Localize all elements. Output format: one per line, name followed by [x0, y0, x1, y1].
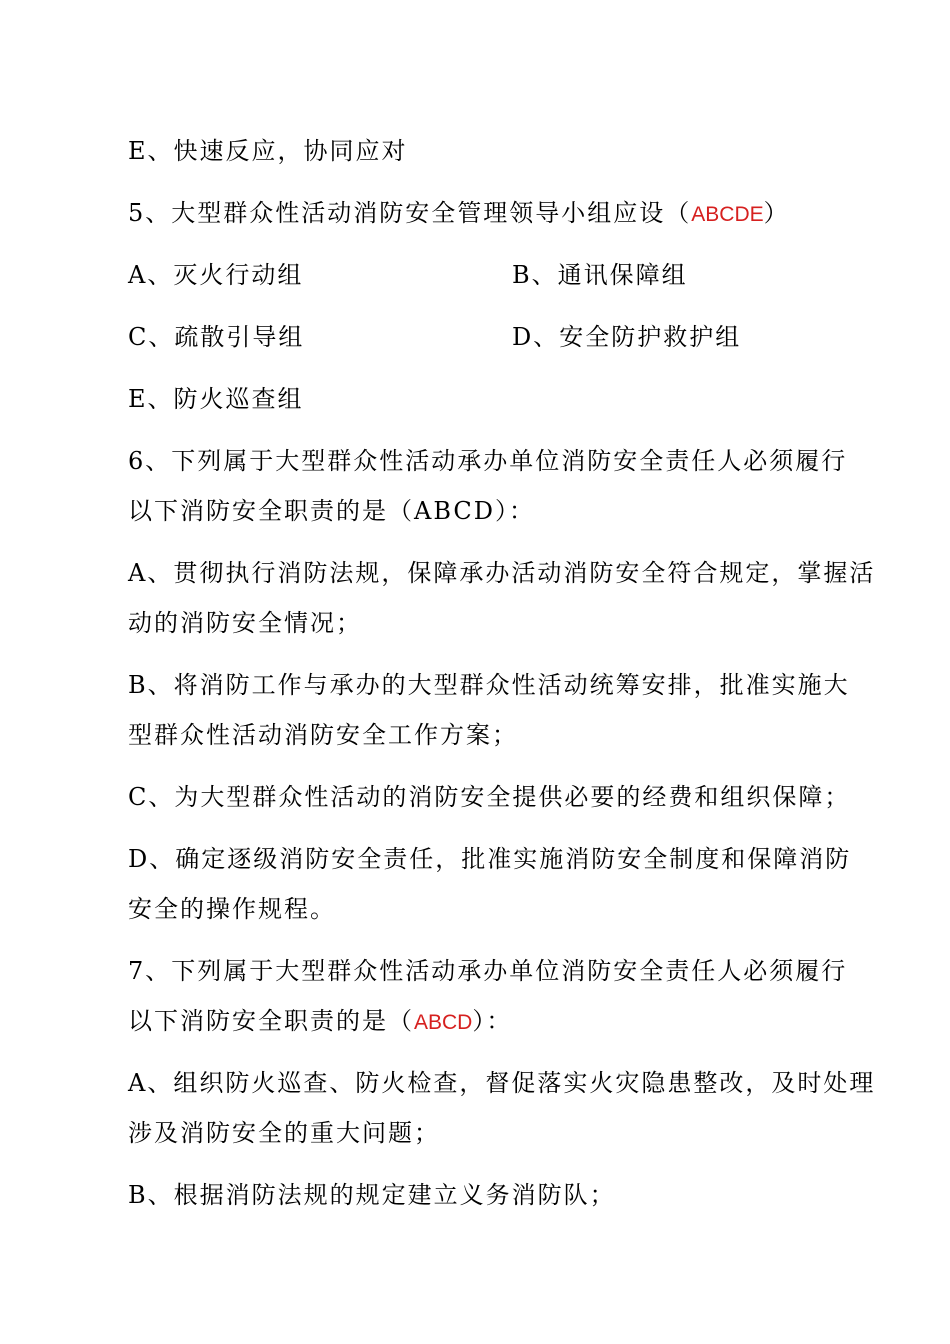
question-6-option-d-line-2: 安全的操作规程。 [128, 895, 336, 923]
question-6-option-a-line-1: A、贯彻执行消防法规，保障承办活动消防安全符合规定，掌握活 [128, 559, 876, 587]
question-7-line-2 [128, 1006, 828, 1038]
question-5-option-a: A、灭火行动组 [128, 261, 304, 289]
question-7-line-1: 7、下列属于大型群众性活动承办单位消防安全责任人必须履行 [128, 957, 848, 985]
question-5 [128, 198, 828, 230]
question-5-option-b: B、通讯保障组 [512, 261, 688, 289]
option-e-previous: E、快速反应，协同应对 [128, 137, 408, 165]
question-6-option-b-line-1: B、将消防工作与承办的大型群众性活动统筹安排，批准实施大 [128, 671, 850, 699]
question-6-line-2: 以下消防安全职责的是（ABCD）： [128, 497, 536, 525]
question-5-text: 5、大型群众性活动消防安全管理领导小组应设（ [128, 199, 692, 227]
question-7-text: 以下消防安全职责的是（ [128, 1007, 414, 1035]
question-6-line-1: 6、下列属于大型群众性活动承办单位消防安全责任人必须履行 [128, 447, 848, 475]
question-5-option-d: D、安全防护救护组 [512, 323, 742, 351]
question-5-option-c: C、疏散引导组 [128, 323, 305, 351]
question-7-option-a-line-1: A、组织防火巡查、防火检查，督促落实火灾隐患整改，及时处理 [128, 1069, 876, 1097]
question-6-option-c: C、为大型群众性活动的消防安全提供必要的经费和组织保障； [128, 783, 851, 811]
question-7-answer: ABCD [414, 1011, 473, 1034]
question-5-close: ） [763, 199, 790, 227]
question-7-close: ）： [472, 1007, 513, 1035]
question-6-option-d-line-1: D、确定逐级消防安全责任，批准实施消防安全制度和保障消防 [128, 845, 852, 873]
question-6-option-a-line-2: 动的消防安全情况； [128, 609, 362, 637]
question-5-answer: ABCDE [691, 203, 764, 226]
question-7-option-b: B、根据消防法规的规定建立义务消防队； [128, 1181, 616, 1209]
question-7-option-a-line-2: 涉及消防安全的重大问题； [128, 1119, 440, 1147]
question-5-option-e: E、防火巡查组 [128, 385, 304, 413]
question-6-option-b-line-2: 型群众性活动消防安全工作方案； [128, 721, 518, 749]
